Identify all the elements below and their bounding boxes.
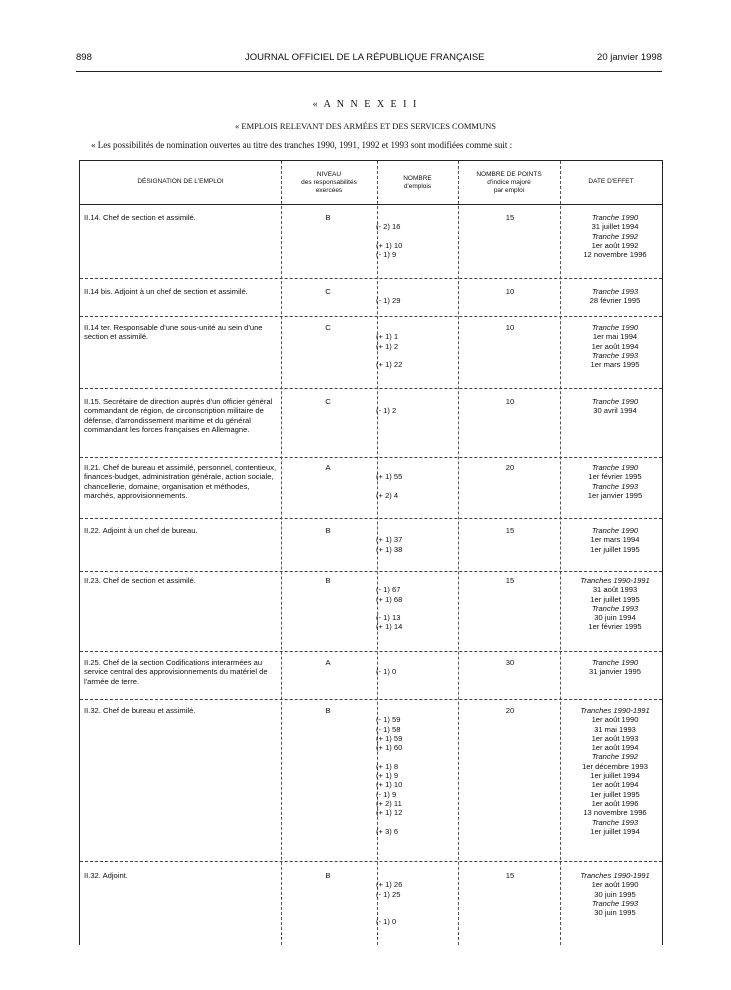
journal-title: JOURNAL OFFICIEL DE LA RÉPUBLIQUE FRANÇAISE — [245, 52, 485, 63]
nombre-line — [376, 526, 456, 535]
nombre-line — [376, 604, 456, 613]
points-cell: 15 — [505, 871, 515, 880]
nombre-line: (- 1) 58 — [376, 724, 401, 734]
designation-cell: II.14. Chef de section et assimilé. — [84, 213, 196, 222]
nombre-cell — [376, 576, 456, 632]
nombre-line: (+ 1) 22 — [376, 360, 403, 370]
nombre-line: (- 1) 59 — [376, 715, 401, 725]
tranche-label: Tranches 1990-1991 — [580, 871, 650, 880]
designation-cell: II.15. Secrétaire de direction auprès d'un officier général commandant de région, de circonscription militaire de défense, d'arrondissement maritime et du général commandant les forces françaises en Allemagne. — [84, 397, 273, 434]
tranche-label: Tranche 1993 — [591, 603, 639, 613]
nombre-cell — [376, 287, 456, 306]
nombre-line — [376, 287, 456, 296]
nombre-cell — [376, 213, 456, 259]
nombre-line: (+ 1) 37 — [376, 535, 403, 545]
nombre-cell — [376, 871, 456, 927]
effect-date: 1er août 1996 — [591, 798, 639, 808]
row-separator — [80, 278, 662, 279]
row-separator — [80, 457, 662, 458]
issue-date: 20 janvier 1998 — [597, 52, 662, 63]
effect-date: 1er août 1994 — [591, 341, 639, 351]
nombre-cell — [376, 658, 456, 677]
designation-cell: II.22. Adjoint à un chef de bureau. — [84, 526, 198, 535]
nombre-line: (- 1) 29 — [376, 296, 401, 306]
effect-date: 31 mai 1993 — [594, 724, 636, 734]
nombre-line: (+ 1) 59 — [376, 733, 403, 743]
nombre-line — [376, 463, 456, 472]
nombre-cell — [376, 706, 456, 836]
header-date: DATE D'EFFET — [588, 178, 634, 185]
date-cell — [570, 871, 660, 917]
niveau-cell: C — [325, 287, 331, 296]
nombre-cell — [376, 463, 456, 500]
nombre-line: (+ 1) 55 — [376, 472, 403, 482]
nombre-cell — [376, 526, 456, 554]
nombre-line: (+ 1) 8 — [376, 761, 399, 771]
nombre-line — [376, 351, 456, 360]
effect-date: 1er août 1994 — [591, 743, 639, 753]
date-cell — [570, 287, 660, 306]
row-separator — [80, 316, 662, 317]
nombre-line — [376, 232, 456, 241]
effect-date: 1er août 1993 — [591, 733, 639, 743]
row-separator — [80, 388, 662, 389]
nombre-cell — [376, 323, 456, 369]
designation-cell: II.32. Adjoint. — [84, 871, 128, 880]
tranche-label: Tranche 1993 — [591, 481, 639, 491]
date-cell — [570, 323, 660, 369]
effect-date: 1er juillet 1995 — [590, 594, 640, 604]
nombre-line: (- 1) 9 — [376, 250, 397, 260]
effect-date: 28 février 1995 — [589, 296, 641, 306]
intro-paragraph: « Les possibilités de nomination ouvertes au titre des tranches 1990, 1991, 1992 et 1993 sont modifiées comme suit : — [91, 140, 513, 150]
row-separator — [80, 518, 662, 519]
date-cell — [570, 576, 660, 632]
header-nombre: NOMBRE d'emplois — [403, 175, 432, 190]
designation-cell: II.14 bis. Adjoint à un chef de section et assimilé. — [84, 287, 248, 296]
tranche-label: Tranche 1992 — [591, 231, 639, 241]
effect-date: 31 juillet 1994 — [591, 222, 639, 232]
tranche-label: Tranche 1993 — [591, 287, 639, 296]
date-cell — [570, 526, 660, 554]
effect-date: 30 juin 1995 — [594, 889, 636, 899]
tranche-label: Tranche 1993 — [591, 898, 639, 908]
effect-date: 1er mars 1995 — [590, 360, 640, 370]
niveau-cell: A — [325, 658, 331, 667]
date-cell — [570, 397, 660, 416]
points-cell: 15 — [505, 576, 515, 585]
nombre-line: (+ 1) 26 — [376, 880, 403, 890]
points-cell: 20 — [505, 463, 515, 472]
niveau-cell: B — [325, 871, 331, 880]
niveau-cell: C — [325, 397, 331, 406]
tranche-label: Tranche 1990 — [591, 323, 639, 332]
header-points: NOMBRE DE POINTS d'indice majoré par emploi — [476, 171, 542, 194]
effect-date: 1er février 1995 — [588, 472, 642, 482]
nombre-line: (+ 1) 10 — [376, 240, 403, 250]
niveau-cell: B — [325, 576, 331, 585]
tranche-label: Tranche 1993 — [591, 350, 639, 360]
effect-date: 1er août 1994 — [591, 780, 639, 790]
page-header — [76, 52, 662, 66]
niveau-cell: A — [325, 463, 331, 472]
designation-cell: II.21. Chef de bureau et assimilé, personnel, contentieux, finances-budget, administration générale, action sociale, chancellerie, domaine, organisation et méthodes, marchés, approvisionnements. — [84, 463, 277, 500]
nombre-line — [376, 213, 456, 222]
effect-date: 1er mars 1994 — [590, 535, 640, 545]
tranche-label: Tranche 1990 — [591, 658, 639, 667]
nombre-line — [376, 576, 456, 585]
nombre-line: (+ 1) 68 — [376, 594, 403, 604]
effect-date: 30 juin 1995 — [594, 908, 636, 918]
tranche-label: Tranche 1990 — [591, 213, 639, 222]
effect-date: 31 janvier 1995 — [589, 667, 641, 677]
nombre-line: (- 1) 2 — [376, 406, 397, 416]
nombre-cell — [376, 397, 456, 416]
effect-date: 12 novembre 1996 — [583, 250, 647, 260]
annexe-title: « A N N E X E I I — [312, 99, 419, 110]
nombre-line — [376, 706, 456, 715]
nombre-line — [376, 871, 456, 880]
nombre-line: (- 2) 16 — [376, 222, 401, 232]
designation-cell: II.32. Chef de bureau et assimilé. — [84, 706, 196, 715]
effect-date: 30 juin 1994 — [594, 613, 636, 623]
points-cell: 10 — [505, 287, 515, 296]
effect-date: 1er décembre 1993 — [582, 761, 648, 771]
nombre-line: (+ 1) 14 — [376, 622, 403, 632]
designation-cell: II.14 ter. Responsable d'une sous-unité au sein d'une section et assimilé. — [84, 323, 263, 342]
row-separator — [80, 699, 662, 700]
nombre-line — [376, 908, 456, 917]
effect-date: 1er juillet 1994 — [590, 771, 640, 781]
tranche-label: Tranche 1993 — [591, 817, 639, 827]
emplois-table — [79, 160, 663, 945]
points-cell: 30 — [505, 658, 515, 667]
row-separator — [80, 861, 662, 862]
niveau-cell: B — [325, 706, 331, 715]
page-number: 898 — [76, 52, 92, 63]
effect-date: 1er janvier 1995 — [587, 490, 643, 500]
date-cell — [570, 463, 660, 500]
header-designation: DÉSIGNATION DE L'EMPLOI — [137, 178, 224, 185]
niveau-cell: B — [325, 526, 331, 535]
effect-date: 1er juillet 1995 — [590, 544, 640, 554]
points-cell: 20 — [505, 706, 515, 715]
row-separator — [80, 571, 662, 572]
effect-date: 1er février 1995 — [588, 622, 642, 632]
tranche-label: Tranche 1990 — [591, 463, 639, 472]
nombre-line: (+ 1) 38 — [376, 544, 403, 554]
row-separator — [80, 651, 662, 652]
nombre-line: (- 1) 9 — [376, 789, 397, 799]
effect-date: 1er août 1992 — [591, 240, 639, 250]
date-cell — [570, 213, 660, 259]
nombre-line: (- 1) 0 — [376, 917, 397, 927]
designation-cell: II.25. Chef de la section Codifications interarmées au service central des approvisionnements du matériel de l'armée de terre. — [84, 658, 268, 686]
nombre-line — [376, 482, 456, 491]
effect-date: 31 août 1993 — [592, 585, 638, 595]
nombre-line — [376, 323, 456, 332]
nombre-line: (+ 2) 4 — [376, 490, 399, 500]
nombre-line: (+ 1) 60 — [376, 743, 403, 753]
nombre-line — [376, 658, 456, 667]
nombre-line: (+ 1) 10 — [376, 780, 403, 790]
tranche-label: Tranche 1990 — [591, 526, 639, 535]
date-cell — [570, 658, 660, 677]
nombre-line: (- 1) 0 — [376, 667, 397, 677]
header-niveau: NIVEAU des responsabilités exercées — [301, 171, 357, 194]
points-cell: 10 — [505, 323, 515, 332]
tranche-label: Tranches 1990-1991 — [580, 706, 650, 715]
nombre-line: (- 1) 25 — [376, 889, 401, 899]
header-rule — [76, 71, 662, 72]
niveau-cell: B — [325, 213, 331, 222]
designation-cell: II.23. Chef de section et assimilé. — [84, 576, 196, 585]
points-cell: 10 — [505, 397, 515, 406]
effect-date: 1er juillet 1995 — [590, 789, 640, 799]
effect-date: 1er août 1990 — [591, 715, 639, 725]
nombre-line — [376, 818, 456, 827]
points-cell: 15 — [505, 213, 515, 222]
nombre-line — [376, 899, 456, 908]
effect-date: 1er juillet 1994 — [590, 826, 640, 836]
nombre-line: (+ 1) 1 — [376, 332, 399, 342]
nombre-line: (+ 1) 12 — [376, 808, 403, 818]
tranche-label: Tranche 1992 — [591, 752, 639, 762]
date-cell — [570, 706, 660, 836]
effect-date: 30 avril 1994 — [593, 406, 637, 416]
nombre-line: (+ 1) 9 — [376, 771, 399, 781]
tranche-label: Tranche 1990 — [591, 397, 639, 406]
nombre-line: (+ 3) 6 — [376, 826, 399, 836]
nombre-line: (+ 2) 11 — [376, 798, 402, 808]
annexe-subtitle: « EMPLOIS RELEVANT DES ARMÉES ET DES SERVICES COMMUNS — [235, 121, 496, 131]
effect-date: 1er mai 1994 — [592, 332, 638, 342]
nombre-line: (- 1) 67 — [376, 585, 401, 595]
nombre-line: (- 1) 13 — [376, 613, 401, 623]
points-cell: 15 — [505, 526, 515, 535]
nombre-line — [376, 397, 456, 406]
effect-date: 1er août 1990 — [591, 880, 639, 890]
effect-date: 13 novembre 1996 — [583, 808, 647, 818]
header-rule — [80, 204, 662, 205]
nombre-line: (+ 1) 2 — [376, 341, 399, 351]
tranche-label: Tranches 1990-1991 — [580, 576, 650, 585]
niveau-cell: C — [325, 323, 331, 332]
nombre-line — [376, 752, 456, 761]
